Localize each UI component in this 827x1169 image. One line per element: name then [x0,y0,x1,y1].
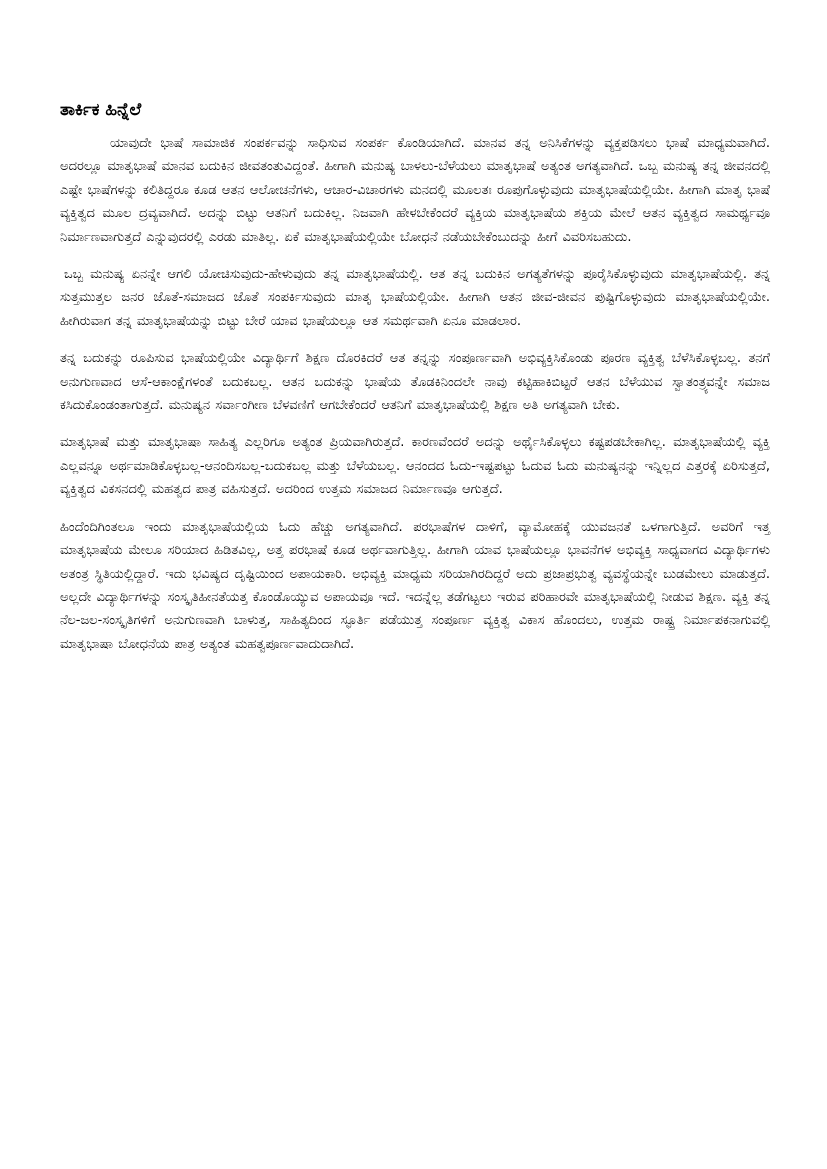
paragraph-4: ಮಾತೃಭಾಷೆ ಮತ್ತು ಮಾತೃಭಾಷಾ ಸಾಹಿತ್ಯ ಎಲ್ಲರಿಗೂ ಅತ್ಯಂತ ಪ್ರಿಯವಾಗಿರುತ್ತದೆ. ಕಾರಣವೆಂದರೆ ಅದನ್ನು ಅರ್ಥೈಸಿಕೊಳ್ಳಲು ಕಷ್ಟಪಡಬೇಕಾಗಿಲ್ಲ. ಮಾತೃಭಾಷೆಯಲ್ಲಿ ವ್ಯಕ್ತಿ ಎಲ್ಲವನ್ನೂ ಅರ್ಥಮಾಡಿಕೊಳ್ಳಬಲ್ಲ-ಆನಂದಿಸಬಲ್ಲ-ಬದುಕಬಲ್ಲ ಮತ್ತು ಬೆಳೆಯಬಲ್ಲ. ಆನಂದದ ಓದು-ಇಷ್ಟಪಟ್ಟು ಓದುವ ಓದು ಮನುಷ್ಯನನ್ನು ಇನ್ನಿಲ್ಲದ ಎತ್ತರಕ್ಕೆ ಏರಿಸುತ್ತದೆ, ವ್ಯಕ್ತಿತ್ವದ ವಿಕಸನದಲ್ಲಿ ಮಹತ್ವದ ಪಾತ್ರ ವಹಿಸುತ್ತದೆ. ಅದರಿಂದ ಉತ್ತಮ ಸಮಾಜದ ನಿರ್ಮಾಣವೂ ಆಗುತ್ತದೆ. [60,435,770,498]
paragraph-5: ಹಿಂದೆಂದಿಗಿಂತಲೂ ಇಂದು ಮಾತೃಭಾಷೆಯಲ್ಲಿಯ ಓದು ಹೆಚ್ಚು ಅಗತ್ಯವಾಗಿದೆ. ಪರಭಾಷೆಗಳ ದಾಳಿಗೆ, ವ್ಯಾಮೋಹಕ್ಕೆ ಯುವಜನತೆ ಒಳಗಾಗುತ್ತಿದೆ. ಅವರಿಗೆ ಇತ್ತ ಮಾತೃಭಾಷೆಯ ಮೇಲೂ ಸರಿಯಾದ ಹಿಡಿತವಿಲ್ಲ, ಅತ್ತ ಪರಭಾಷೆ ಕೂಡ ಅರ್ಥವಾಗುತ್ತಿಲ್ಲ. ಹೀಗಾಗಿ ಯಾವ ಭಾಷೆಯಲ್ಲೂ ಭಾವನೆಗಳ ಅಭಿವ್ಯಕ್ತಿ ಸಾಧ್ಯವಾಗದ ವಿದ್ಯಾರ್ಥಿಗಳು ಅತಂತ್ರ ಸ್ಥಿತಿಯಲ್ಲಿದ್ದಾರೆ. ಇದು ಭವಿಷ್ಯದ ದೃಷ್ಟಿಯಿಂದ ಅಪಾಯಕಾರಿ. ಅಭಿವ್ಯಕ್ತಿ ಮಾಧ್ಯಮ ಸರಿಯಾಗಿರದಿದ್ದರೆ ಅದು ಪ್ರಜಾಪ್ರಭುತ್ವ ವ್ಯವಸ್ಥೆಯನ್ನೇ ಬುಡಮೇಲು ಮಾಡುತ್ತದೆ. ಅಲ್ಲದೇ ವಿದ್ಯಾರ್ಥಿಗಳನ್ನು ಸಂಸ್ಕೃತಿಹೀನತೆಯತ್ತ ಕೊಂಡೊಯ್ಯುವ ಅಪಾಯವೂ ಇದೆ. ಇದನ್ನೆಲ್ಲ ತಡೆಗಟ್ಟಲು ಇರುವ ಪರಿಹಾರವೇ ಮಾತೃಭಾಷೆಯಲ್ಲಿ ನೀಡುವ ಶಿಕ್ಷಣ. ವ್ಯಕ್ತಿ ತನ್ನ ನೆಲ-ಜಲ-ಸಂಸ್ಕೃತಿಗಳಿಗೆ ಅನುಗುಣವಾಗಿ ಬಾಳುತ್ತ, ಸಾಹಿತ್ಯದಿಂದ ಸ್ಫೂರ್ತಿ ಪಡೆಯುತ್ತ ಸಂಪೂರ್ಣ ವ್ಯಕ್ತಿತ್ವ ವಿಕಾಸ ಹೊಂದಲು, ಉತ್ತಮ ರಾಷ್ಟ್ರ ನಿರ್ಮಾಪಕನಾಗುವಲ್ಲಿ ಮಾತೃಭಾಷಾ ಬೋಧನೆಯ ಪಾತ್ರ ಅತ್ಯಂತ ಮಹತ್ವಪೂರ್ಣವಾದುದಾಗಿದೆ. [60,519,770,652]
document-title: ತಾರ್ಕಿಕ ಹಿನ್ನೆಲೆ [60,100,142,120]
paragraph-1: ಯಾವುದೇ ಭಾಷೆ ಸಾಮಾಜಿಕ ಸಂಪರ್ಕವನ್ನು ಸಾಧಿಸುವ ಸಂಪರ್ಕ ಕೊಂಡಿಯಾಗಿದೆ. ಮಾನವ ತನ್ನ ಅನಿಸಿಕೆಗಳನ್ನು ವ್ಯಕ್ತಪಡಿಸಲು ಭಾಷೆ ಮಾಧ್ಯಮವಾಗಿದೆ. ಅದರಲ್ಲೂ ಮಾತೃಭಾಷೆ ಮಾನವ ಬದುಕಿನ ಜೀವತಂತುವಿದ್ದಂತೆ. ಹೀಗಾಗಿ ಮನುಷ್ಯ ಬಾಳಲು-ಬೆಳೆಯಲು ಮಾತೃಭಾಷೆ ಅತ್ಯಂತ ಅಗತ್ಯವಾಗಿದೆ. ಒಬ್ಬ ಮನುಷ್ಯ ತನ್ನ ಜೀವನದಲ್ಲಿ ಎಷ್ಟೇ ಭಾಷೆಗಳನ್ನು ಕಲಿತಿದ್ದರೂ ಕೂಡ ಆತನ ಆಲೋಚನೆಗಳು, ಆಚಾರ-ವಿಚಾರಗಳು ಮನದಲ್ಲಿ ಮೂಲತಃ ರೂಪುಗೊಳ್ಳುವುದು ಮಾತೃಭಾಷೆಯಲ್ಲಿಯೇ. ಹೀಗಾಗಿ ಮಾತೃ ಭಾಷೆ ವ್ಯಕ್ತಿತ್ವದ ಮೂಲ ದ್ರವ್ಯವಾಗಿದೆ. ಅದನ್ನು ಬಿಟ್ಟು ಆತನಿಗೆ ಬದುಕಿಲ್ಲ. ನಿಜವಾಗಿ ಹೇಳಬೇಕೆಂದರೆ ವ್ಯಕ್ತಿಯ ಮಾತೃಭಾಷೆಯ ಶಕ್ತಿಯ ಮೇಲೆ ಆತನ ವ್ಯಕ್ತಿತ್ವದ ಸಾಮರ್ಥ್ಯವೂ ನಿರ್ಮಾಣವಾಗುತ್ತದೆ ಎನ್ನುವುದರಲ್ಲಿ ಎರಡು ಮಾತಿಲ್ಲ. ಏಕೆ ಮಾತೃಭಾಷೆಯಲ್ಲಿಯೇ ಬೋಧನೆ ನಡೆಯಬೇಕೆಂಬುದನ್ನು ಹೀಗೆ ವಿವರಿಸಬಹುದು. [60,136,770,245]
paragraph-2: ಒಬ್ಬ ಮನುಷ್ಯ ಏನನ್ನೇ ಆಗಲಿ ಯೋಚಿಸುವುದು-ಹೇಳುವುದು ತನ್ನ ಮಾತೃಭಾಷೆಯಲ್ಲಿ. ಆತ ತನ್ನ ಬದುಕಿನ ಅಗತ್ಯತೆಗಳನ್ನು ಪೂರೈಸಿಕೊಳ್ಳುವುದು ಮಾತೃಭಾಷೆಯಲ್ಲಿ. ತನ್ನ ಸುತ್ತಮುತ್ತಲ ಜನರ ಜೊತೆ-ಸಮಾಜದ ಜೊತೆ ಸಂಪರ್ಕಿಸುವುದು ಮಾತೃ ಭಾಷೆಯಲ್ಲಿಯೇ. ಹೀಗಾಗಿ ಆತನ ಜೀವ-ಜೀವನ ಪುಷ್ಟಿಗೊಳ್ಳುವುದು ಮಾತೃಭಾಷೆಯಲ್ಲಿಯೇ. ಹೀಗಿರುವಾಗ ತನ್ನ ಮಾತೃಭಾಷೆಯನ್ನು ಬಿಟ್ಟು ಬೇರೆ ಯಾವ ಭಾಷೆಯಲ್ಲೂ ಆತ ಸಮರ್ಥವಾಗಿ ಏನೂ ಮಾಡಲಾರ. [60,267,770,329]
paragraph-3: ತನ್ನ ಬದುಕನ್ನು ರೂಪಿಸುವ ಭಾಷೆಯಲ್ಲಿಯೇ ವಿದ್ಯಾರ್ಥಿಗೆ ಶಿಕ್ಷಣ ದೊರಕಿದರೆ ಆತ ತನ್ನನ್ನು ಸಂಪೂರ್ಣವಾಗಿ ಅಭಿವ್ಯಕ್ತಿಸಿಕೊಂಡು ಪೂರಣ ವ್ಯಕ್ತಿತ್ವ ಬೆಳೆಸಿಕೊಳ್ಳಬಲ್ಲ. ತನಗೆ ಅನುಗುಣವಾದ ಆಸೆ-ಆಕಾಂಕ್ಷೆಗಳಂತೆ ಬದುಕಬಲ್ಲ. ಆತನ ಬದುಕನ್ನು ಭಾಷೆಯ ತೊಡಕಿನಿಂದಲೇ ನಾವು ಕಟ್ಟಿಹಾಕಿಬಿಟ್ಟರೆ ಆತನ ಬೆಳೆಯುವ ಸ್ವಾತಂತ್ರ್ಯವನ್ನೇ ಸಮಾಜ ಕಸಿದುಕೊಂಡಂತಾಗುತ್ತದೆ. ಮನುಷ್ಯನ ಸರ್ವಾಂಗೀಣ ಬೆಳವಣಿಗೆ ಆಗಬೇಕೆಂದರೆ ಆತನಿಗೆ ಮಾತೃಭಾಷೆಯಲ್ಲಿ ಶಿಕ್ಷಣ ಅತಿ ಅಗತ್ಯವಾಗಿ ಬೇಕು. [60,351,770,414]
